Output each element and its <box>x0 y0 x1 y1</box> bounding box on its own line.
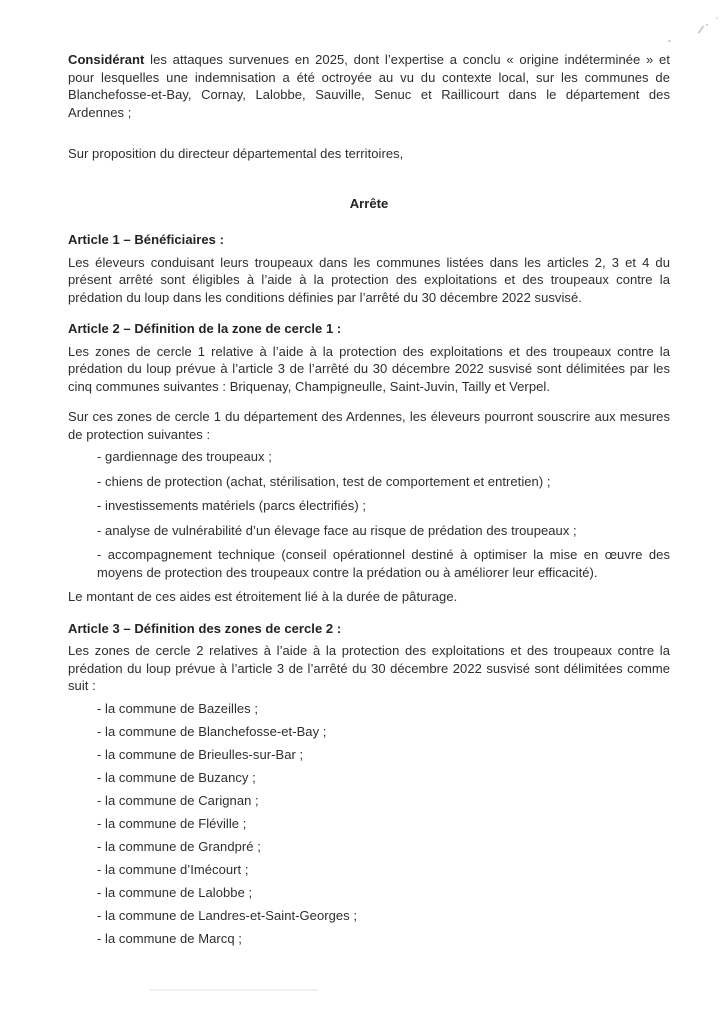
considerant-text: les attaques survenues en 2025, dont l’expertise a conclu « origine indéterminée » et pour lesquelles une indemnisation a été octroyée au vu du contexte local, sur les communes de Blanchefosse-et-Bay, Cornay, Lalobbe, Sauville, Senuc et Raillicourt dans le département des Ardennes ; <box>68 52 670 120</box>
commune-item-fleville: - la commune de Fléville ; <box>97 815 247 831</box>
article-2-intro: Sur ces zones de cercle 1 du département des Ardennes, les éleveurs pourront souscrire aux mesures de protection suivantes : <box>68 409 670 442</box>
scan-artifact <box>668 40 671 42</box>
document-content <box>68 0 670 953</box>
scan-artifact <box>716 17 718 19</box>
commune-item-grandpre: - la commune de Grandpré ; <box>97 838 261 854</box>
commune-item-brieulles-sur-bar: - la commune de Brieulles-sur-Bar ; <box>97 746 304 762</box>
decree-title: Arrête <box>349 195 389 211</box>
measure-item-vulnerability: - analyse de vulnérabilité d’un élevage face au risque de prédation des troupeaux ; <box>97 522 577 538</box>
commune-item-bazeilles: - la commune de Bazeilles ; <box>97 700 259 716</box>
article-2-heading: Article 2 – Définition de la zone de cercle 1 : <box>68 321 342 336</box>
commune-item-buzancy: - la commune de Buzancy ; <box>97 769 256 785</box>
article-1-body: Les éleveurs conduisant leurs troupeaux dans les communes listées dans les articles 2, 3 et 4 du présent arrêté sont éligibles à l’aide à la protection des exploitations et des troupeaux contre la prédation du loup dans les conditions définies par l’arrêté du 30 décembre 2022 susvisé. <box>68 254 670 305</box>
scan-artifact <box>698 25 704 33</box>
article-3-body: Les zones de cercle 2 relatives à l’aide à la protection des exploitations et des troupeaux contre la prédation du loup prévue à l’article 3 de l’arrêté du 30 décembre 2022 susvisé sont délimitées comme suit : <box>68 643 670 693</box>
article-2-note: Le montant de ces aides est étroitement lié à la durée de pâturage. <box>68 589 458 604</box>
article-1-heading: Article 1 – Bénéficiaires : <box>68 232 224 247</box>
commune-item-lalobbe: - la commune de Lalobbe ; <box>97 884 253 900</box>
commune-item-marcq: - la commune de Marcq ; <box>97 930 242 946</box>
commune-item-carignan: - la commune de Carignan ; <box>97 792 259 808</box>
scan-artifact <box>706 24 708 26</box>
article-2-body: Les zones de cercle 1 relative à l’aide à la protection des exploitations et des troupeaux contre la prédation du loup prévue à l’article 3 de l’arrêté du 30 décembre 2022 susvisé sont délimitées par les cinq communes suivantes : Briquenay, Champigneulle, Saint-Juvin, Tailly et Verpel. <box>68 343 670 394</box>
considerant-keyword: Considérant <box>68 52 145 67</box>
commune-item-blanchefosse-et-bay: - la commune de Blanchefosse-et-Bay ; <box>97 723 327 739</box>
measure-item-dogs: - chiens de protection (achat, stérilisation, test de comportement et entretien) ; <box>97 473 551 489</box>
measure-item-equipment: - investissements matériels (parcs électrifiés) ; <box>97 498 367 513</box>
considerant-paragraph <box>68 51 670 121</box>
measure-item-guarding: - gardiennage des troupeaux ; <box>97 449 272 464</box>
communes-list <box>68 700 670 948</box>
measure-item-technical-support: - accompagnement technique (conseil opérationnel destiné à optimiser la mise en œuvre des moyens de protection des troupeaux contre la prédation ou à améliorer leur efficacité). <box>97 547 670 580</box>
commune-item-landres-et-saint-georges: - la commune de Landres-et-Saint-Georges ; <box>97 907 358 923</box>
article-3-heading: Article 3 – Définition des zones de cercle 2 : <box>68 620 342 636</box>
scan-artifact <box>150 989 318 991</box>
protection-measures-list <box>68 448 670 581</box>
commune-item-imecourt: - la commune d’Imécourt ; <box>97 861 249 877</box>
proposition-paragraph: Sur proposition du directeur départemental des territoires, <box>68 146 404 161</box>
